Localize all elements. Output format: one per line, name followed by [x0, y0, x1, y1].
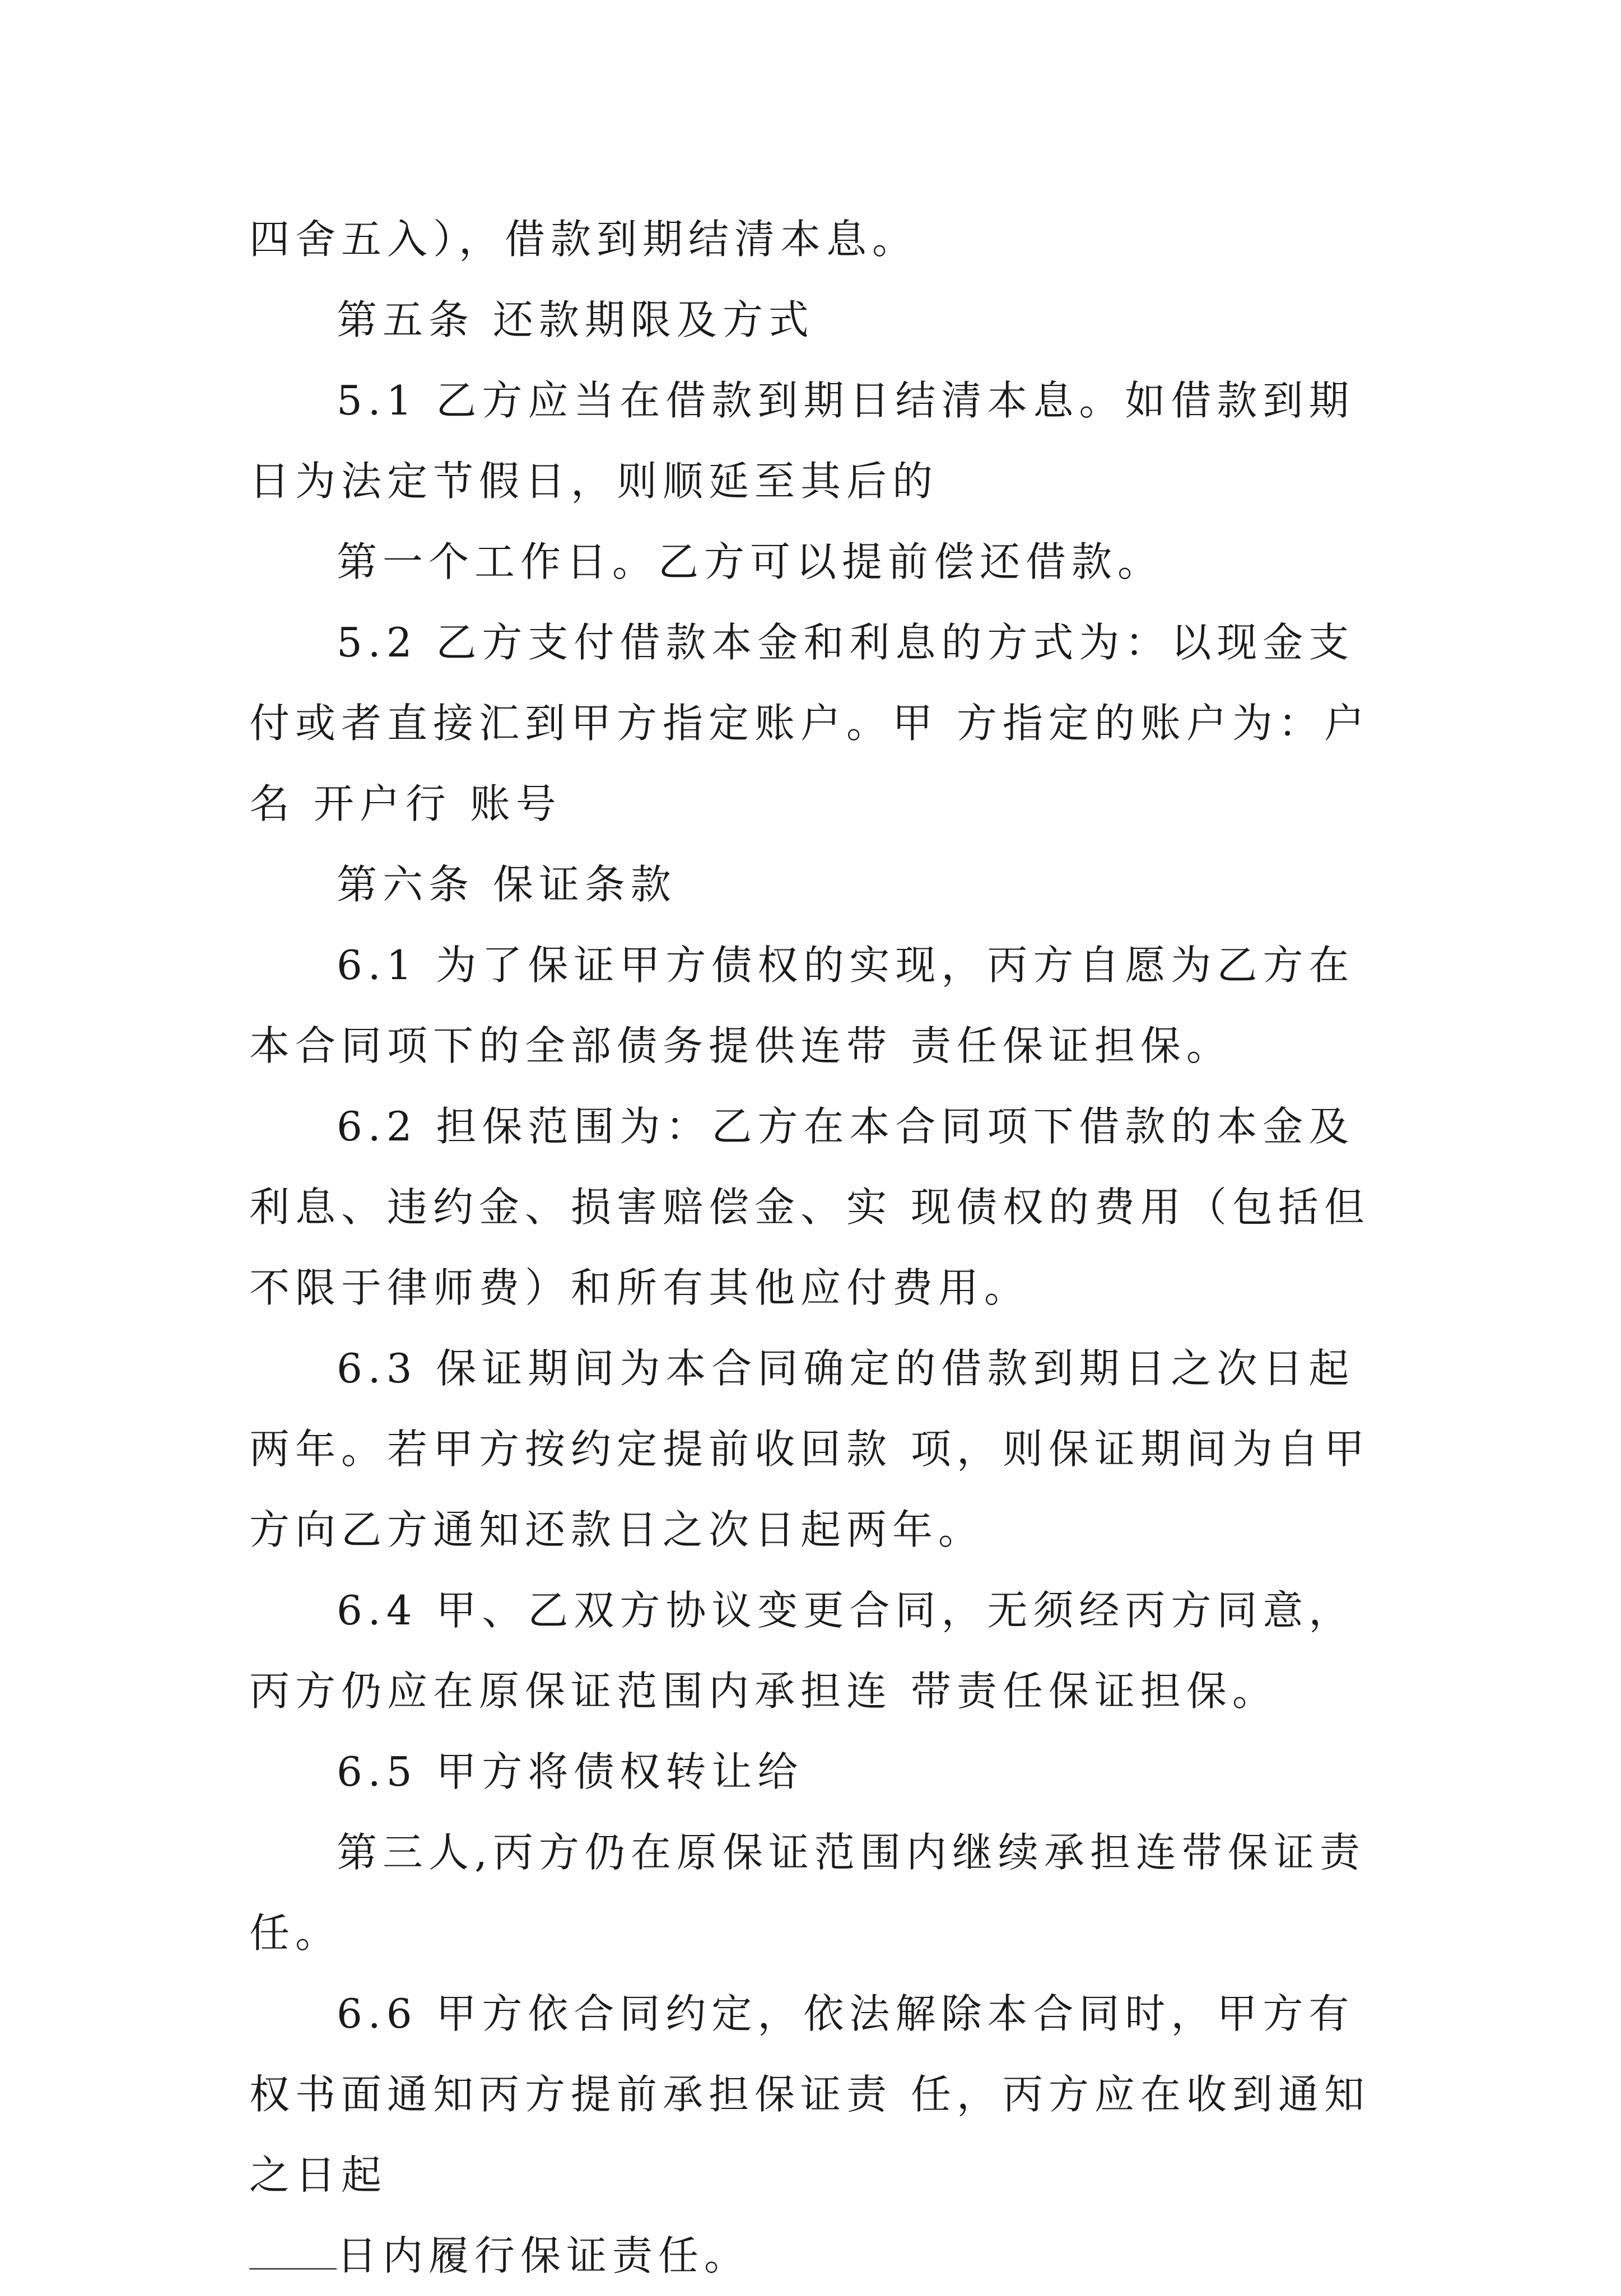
continuation-text: 日内履行保证责任。 — [337, 2232, 751, 2279]
fill-in-blank — [249, 2234, 337, 2270]
paragraph: 四舍五入），借款到期结清本息。 — [249, 216, 919, 263]
paragraph: 6.1 为了保证甲方债权的实现，丙方自愿为乙方在本合同项下的全部债务提供连带 责任保证担保。 — [249, 942, 1355, 1069]
paragraph: 5.2 乙方支付借款本金和利息的方式为：以现金支付或者直接汇到甲方指定账户。甲 方指定的账户为：户名 开户行 账号 — [249, 619, 1370, 827]
paragraph: 5.1 乙方应当在借款到期日结清本息。如借款到期日为法定节假日，则顺延至其后的 — [249, 377, 1355, 505]
paragraph: 第三人,丙方仍在原保证范围内继续承担连带保证责任。 — [249, 1829, 1366, 1957]
document-body — [249, 199, 1389, 2296]
paragraph: 6.5 甲方将债权转让给 — [337, 1748, 804, 1795]
paragraph: 6.4 甲、乙双方协议变更合同，无须经丙方同意，丙方仍应在原保证范围内承担连 带责任保证担保。 — [249, 1587, 1355, 1715]
section-heading: 第五条 还款期限及方式 — [337, 296, 814, 343]
paragraph: 6.3 保证期间为本合同确定的借款到期日之次日起两年。若甲方按约定提前收回款 项，则保证期间为自甲方向乙方通知还款日之次日起两年。 — [249, 1345, 1370, 1553]
paragraph: 6.2 担保范围为：乙方在本合同项下借款的本金及利息、违约金、损害赔偿金、实 现债权的费用（包括但不限于律师费）和所有其他应付费用。 — [249, 1103, 1370, 1311]
paragraph: 第一个工作日。乙方可以提前偿还借款。 — [337, 538, 1164, 585]
paragraph-continuation — [249, 2215, 1389, 2296]
paragraph: 6.6 甲方依合同约定，依法解除本合同时，甲方有权书面通知丙方提前承担保证责 任，丙方应在收到通知之日起 — [249, 1990, 1370, 2199]
section-heading: 第六条 保证条款 — [337, 861, 677, 908]
